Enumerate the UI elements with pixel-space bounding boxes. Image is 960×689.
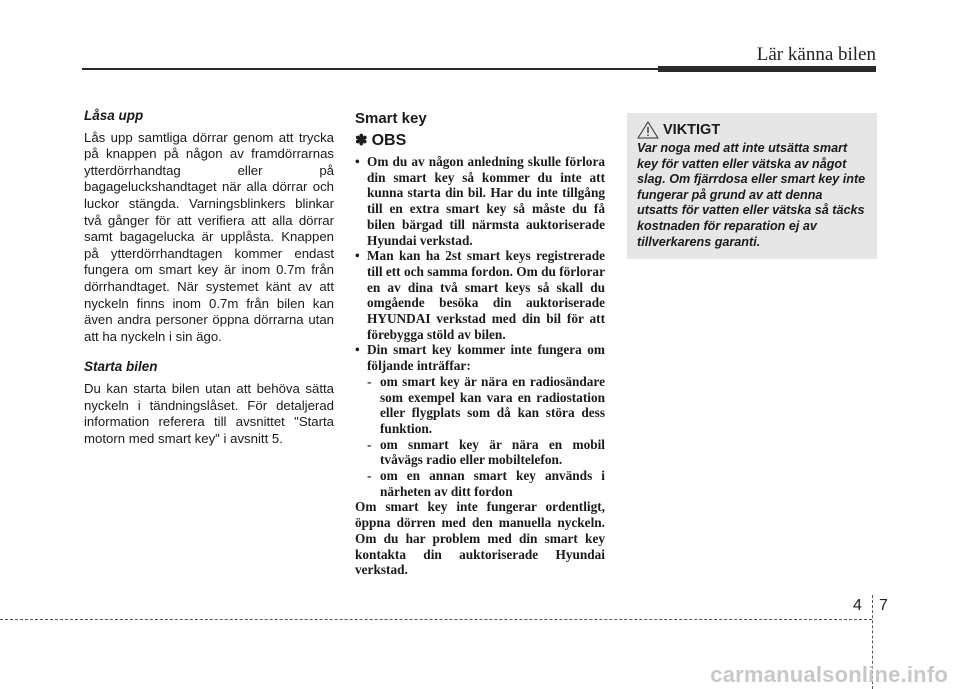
bullet-text: Man kan ha 2st smart keys registrerade till ett och samma fordon. Om du förlorar en av dina två smart keys så skall du omgående besöka din auktoriserade HYUNDAI verkstad med din bil för att förebygga stöld av bilen. [367,248,605,342]
closing-text: Om smart key inte fungerar ordentligt, öppna dörren med den manuella nyckeln. Om du har problem med din smart key kontakta din auktoriserade Hyundai verkstad. [355,499,605,578]
bullet-icon: • [355,248,360,264]
start-car-heading: Starta bilen [84,359,158,375]
watermark: carmanualsonline.info [710,662,948,687]
dash-icon: - [367,468,372,484]
sub-list-item [355,468,605,499]
warning-text: Var noga med att inte utsätta smart key för vatten eller vätska av något slag. Om fjärrdosa eller smart key inte fungerar på grund av att denna utsatts för vatten eller vätska så täcks kostnaden för reparation ej av tillverkarens garanti. [637,141,866,249]
list-item [355,154,605,248]
obs-content [355,154,605,578]
middle-column [355,110,605,578]
smart-key-heading: Smart key [355,110,427,127]
unlock-text: Lås upp samtliga dörrar genom att trycka på knappen på någon av framdörrarnas ytterdörrhandtag eller på bagageluckshandtaget när alla dörrar och luckor stängda. Varningsblinkers blinkar två gånger för att verifiera att alla dörrar samt bagagelucka är upplåsta. Knappen på ytterdörrhandtagen kommer endast fungera om smart key är inom 0.7m från dörrhandtaget. När systemet känt av att nyckeln finns inom 0.7m från bilen kan även andra personer öppna dörrarna utan att ha nyckeln i sin ägo. [84,129,334,344]
warning-title: VIKTIGT [663,122,721,138]
dash-icon: - [367,436,372,452]
warning-header [637,121,867,139]
bullet-icon: • [355,342,360,358]
chapter-title: Lär känna bilen [756,44,876,65]
bullet-text: Om du av någon anledning skulle förlora din smart key så kommer du inte att kunna starta din bil. Har du inte tillgång till en extra smart key så måste du få bilen bärgad till närmsta auktoriserade Hyundai verkstad. [367,154,605,248]
page-number: 7 [879,597,888,614]
sub-item-text: om smart key är nära en radiosändare som exempel kan vara en radiostation eller flygplats som då kan störa dess funktion. [380,373,605,436]
obs-heading [355,131,605,150]
dash-icon: - [367,373,372,389]
bullet-text: Din smart key kommer inte fungera om följande inträffar: [367,342,605,374]
sub-item-text: om snmart key är nära en mobil tvåvägs radio eller mobiltelefon. [380,436,605,468]
list-item [355,342,605,373]
obs-label: OBS [371,132,407,149]
unlock-heading: Låsa upp [84,108,144,123]
header-rule-accent [658,66,876,72]
sub-list-item [355,437,605,468]
warning-box [627,113,877,259]
page-section-number: 4 [853,597,862,614]
sub-item-text: om en annan smart key används i närheten av ditt fordon [380,468,605,499]
bullet-icon: • [355,154,360,169]
sub-list-item [355,374,605,437]
header-rule [82,68,658,70]
left-column [84,108,334,461]
warning-triangle-icon [637,121,659,139]
asterisk-icon: ✽ [355,132,368,149]
start-car-text: Du kan starta bilen utan att behöva sätta nyckeln i tändningslåset. För detaljerad information referera till avsnittet "Starta motorn med smart key" i avsnitt 5. [84,380,334,446]
list-item [355,248,605,342]
footer-divider [0,619,872,620]
